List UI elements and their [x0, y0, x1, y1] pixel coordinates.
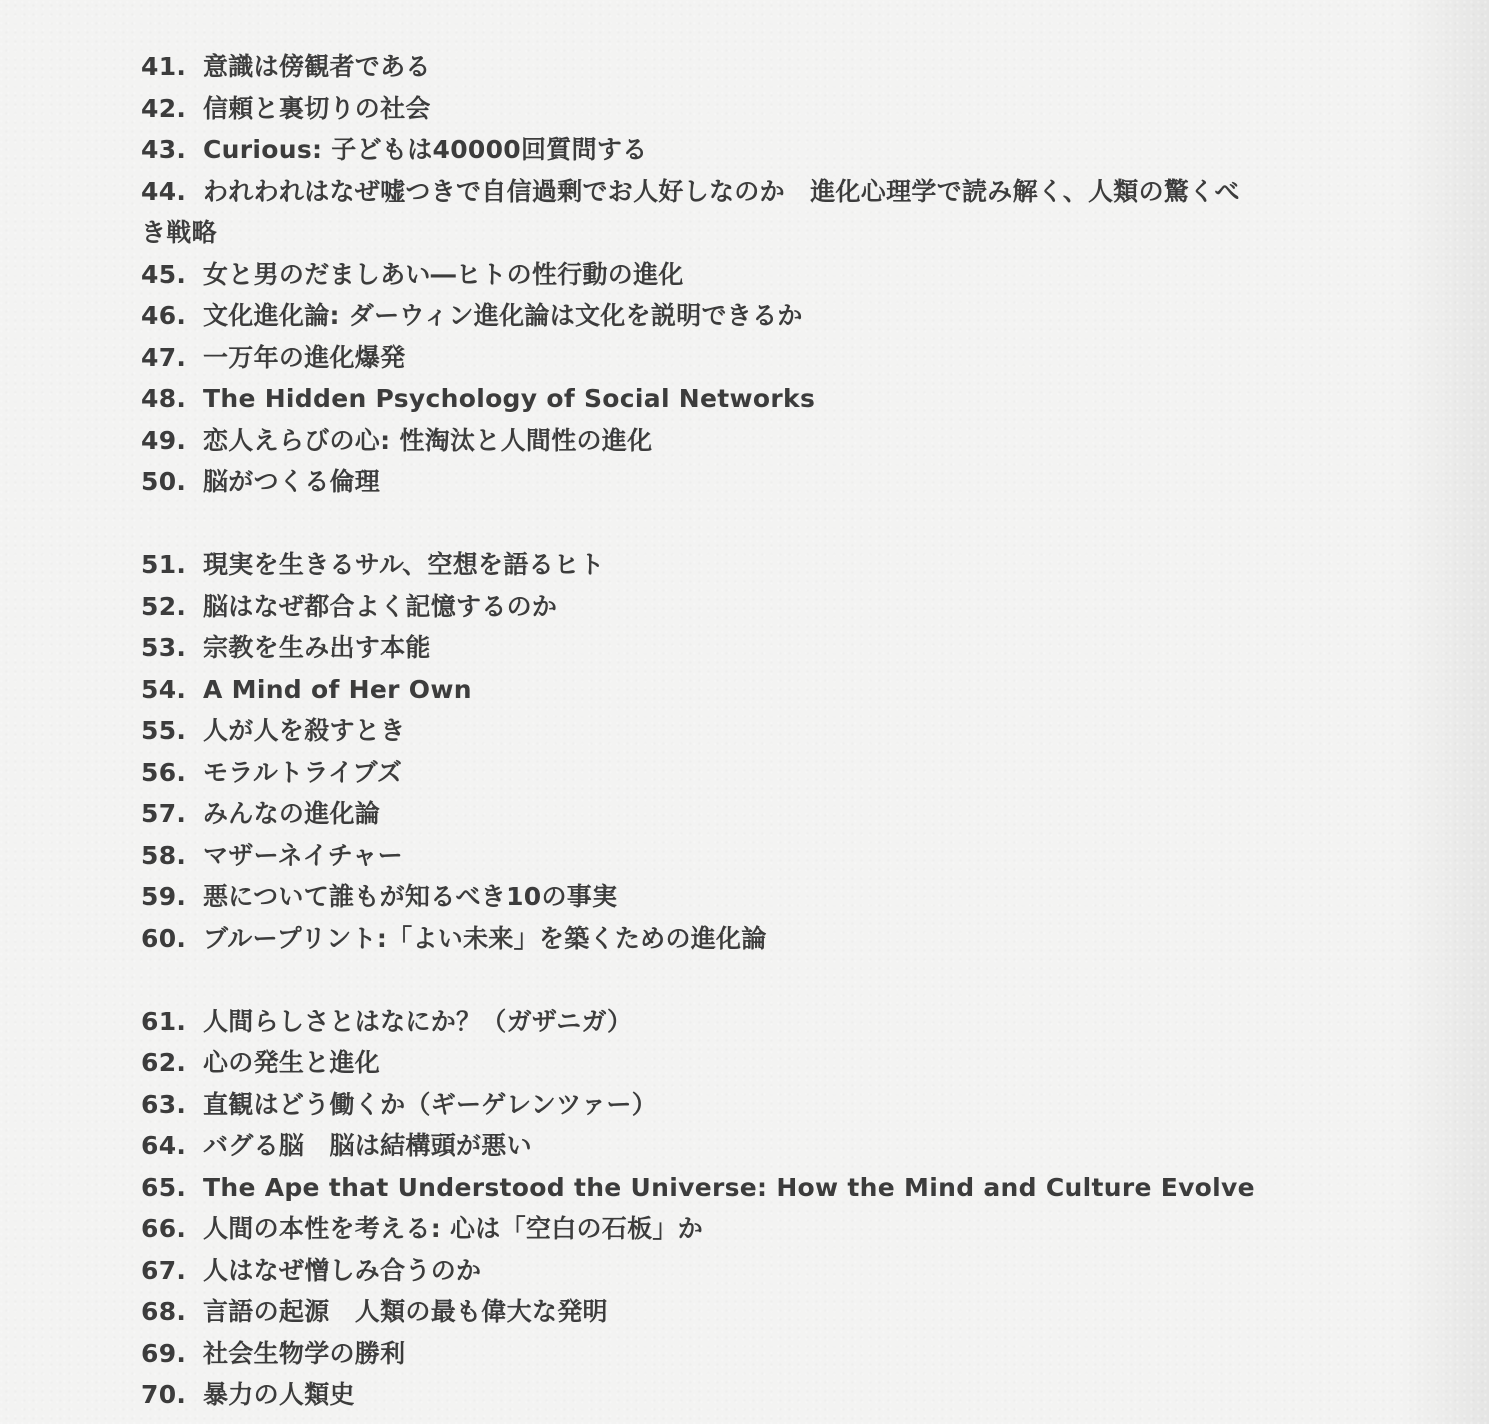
list-item [141, 1374, 1261, 1416]
item-title: 文化進化論: ダーウィン進化論は文化を説明できるか [203, 301, 803, 330]
list-item [141, 129, 1261, 171]
item-title: 現実を生きるサル、空想を語るヒト [203, 550, 605, 579]
item-number: 56. [141, 757, 187, 787]
item-number: 42. [141, 93, 187, 123]
item-number: 43. [141, 135, 187, 164]
list-item [141, 295, 1261, 337]
list-item [141, 88, 1261, 130]
item-title: 脳がつくる倫理 [203, 467, 381, 496]
item-number: 52. [141, 591, 187, 621]
list-item [141, 586, 1261, 628]
list-item [141, 254, 1261, 296]
item-number: 57. [141, 799, 187, 828]
item-title: 恋人えらびの心: 性淘汰と人間性の進化 [203, 425, 653, 455]
item-title: マザーネイチャー [203, 840, 403, 870]
list-item [141, 710, 1261, 752]
item-number: 67. [141, 1255, 187, 1285]
item-number: 58. [141, 840, 187, 870]
list-item [141, 1001, 1261, 1043]
item-number: 63. [141, 1089, 187, 1119]
item-title: 人間らしさとはなにか？（ガザニガ） [203, 1006, 633, 1036]
item-number: 70. [141, 1380, 187, 1409]
item-title: モラルトライブズ [203, 757, 403, 787]
list-item [141, 378, 1261, 420]
item-number: 61. [141, 1006, 187, 1036]
list-item [141, 1167, 1261, 1209]
item-title: 社会生物学の勝利 [203, 1338, 406, 1368]
item-title: われわれはなぜ嘘つきで自信過剰でお人好しなのか 進化心理学で読み解く、人類の驚くべき戦略 [141, 176, 1240, 247]
item-title: 人はなぜ憎しみ合うのか [203, 1255, 482, 1285]
item-number: 69. [141, 1338, 187, 1368]
list-item [141, 1250, 1261, 1292]
item-title: 心の発生と進化 [203, 1048, 381, 1077]
list-item [141, 835, 1261, 877]
list-item [141, 918, 1261, 960]
list-item [141, 1084, 1261, 1126]
list-item [141, 876, 1261, 918]
list-item [141, 337, 1261, 379]
item-title: Curious: 子どもは40000回質問する [203, 135, 648, 164]
list-item [141, 1208, 1261, 1250]
item-title: 信頼と裏切りの社会 [203, 93, 431, 123]
item-number: 65. [141, 1172, 187, 1202]
item-number: 54. [141, 674, 187, 704]
item-title: 言語の起源 人類の最も偉大な発明 [203, 1297, 608, 1326]
book-list [141, 46, 1261, 1416]
list-item [141, 544, 1261, 586]
item-title: 人間の本性を考える: 心は「空白の石板」か [203, 1214, 704, 1243]
item-title: ブループリント:「よい未来」を築くための進化論 [203, 923, 767, 953]
item-number: 44. [141, 176, 187, 206]
item-title: 一万年の進化爆発 [203, 342, 406, 372]
item-number: 64. [141, 1131, 187, 1160]
item-number: 48. [141, 384, 187, 413]
list-item [141, 1291, 1261, 1333]
item-title: 悪について誰もが知るべき10の事実 [203, 882, 618, 911]
item-number: 46. [141, 301, 187, 330]
item-title: The Ape that Understood the Universe: How the Mind and Culture Evolve [203, 1172, 1255, 1202]
list-item [141, 420, 1261, 462]
blank-line [141, 959, 1261, 1001]
item-number: 50. [141, 467, 187, 496]
item-number: 53. [141, 633, 187, 662]
item-title: 宗教を生み出す本能 [203, 633, 431, 662]
item-number: 45. [141, 259, 187, 289]
list-item [141, 461, 1261, 503]
item-title: A Mind of Her Own [203, 674, 472, 704]
item-number: 41. [141, 52, 187, 81]
item-title: The Hidden Psychology of Social Networks [203, 384, 816, 413]
item-number: 47. [141, 342, 187, 372]
list-item [141, 1042, 1261, 1084]
list-item [141, 627, 1261, 669]
list-item [141, 793, 1261, 835]
item-number: 60. [141, 923, 187, 953]
list-item [141, 171, 1261, 254]
list-item [141, 752, 1261, 794]
item-title: バグる脳 脳は結構頭が悪い [203, 1131, 532, 1160]
item-number: 55. [141, 716, 187, 745]
item-title: 脳はなぜ都合よく記憶するのか [203, 591, 558, 621]
list-item [141, 1333, 1261, 1375]
item-number: 66. [141, 1214, 187, 1243]
list-item [141, 669, 1261, 711]
item-number: 68. [141, 1297, 187, 1326]
item-title: みんなの進化論 [203, 799, 381, 828]
blank-line [141, 503, 1261, 545]
item-number: 51. [141, 550, 187, 579]
item-number: 62. [141, 1048, 187, 1077]
item-title: 人が人を殺すとき [203, 716, 406, 745]
item-title: 女と男のだましあい―ヒトの性行動の進化 [203, 259, 684, 289]
list-item [141, 1125, 1261, 1167]
item-title: 直観はどう働くか（ギーゲレンツァー） [203, 1089, 658, 1119]
item-number: 59. [141, 882, 187, 911]
item-title: 意識は傍観者である [203, 52, 431, 81]
item-title: 暴力の人類史 [203, 1380, 355, 1409]
list-item [141, 46, 1261, 88]
item-number: 49. [141, 425, 187, 455]
